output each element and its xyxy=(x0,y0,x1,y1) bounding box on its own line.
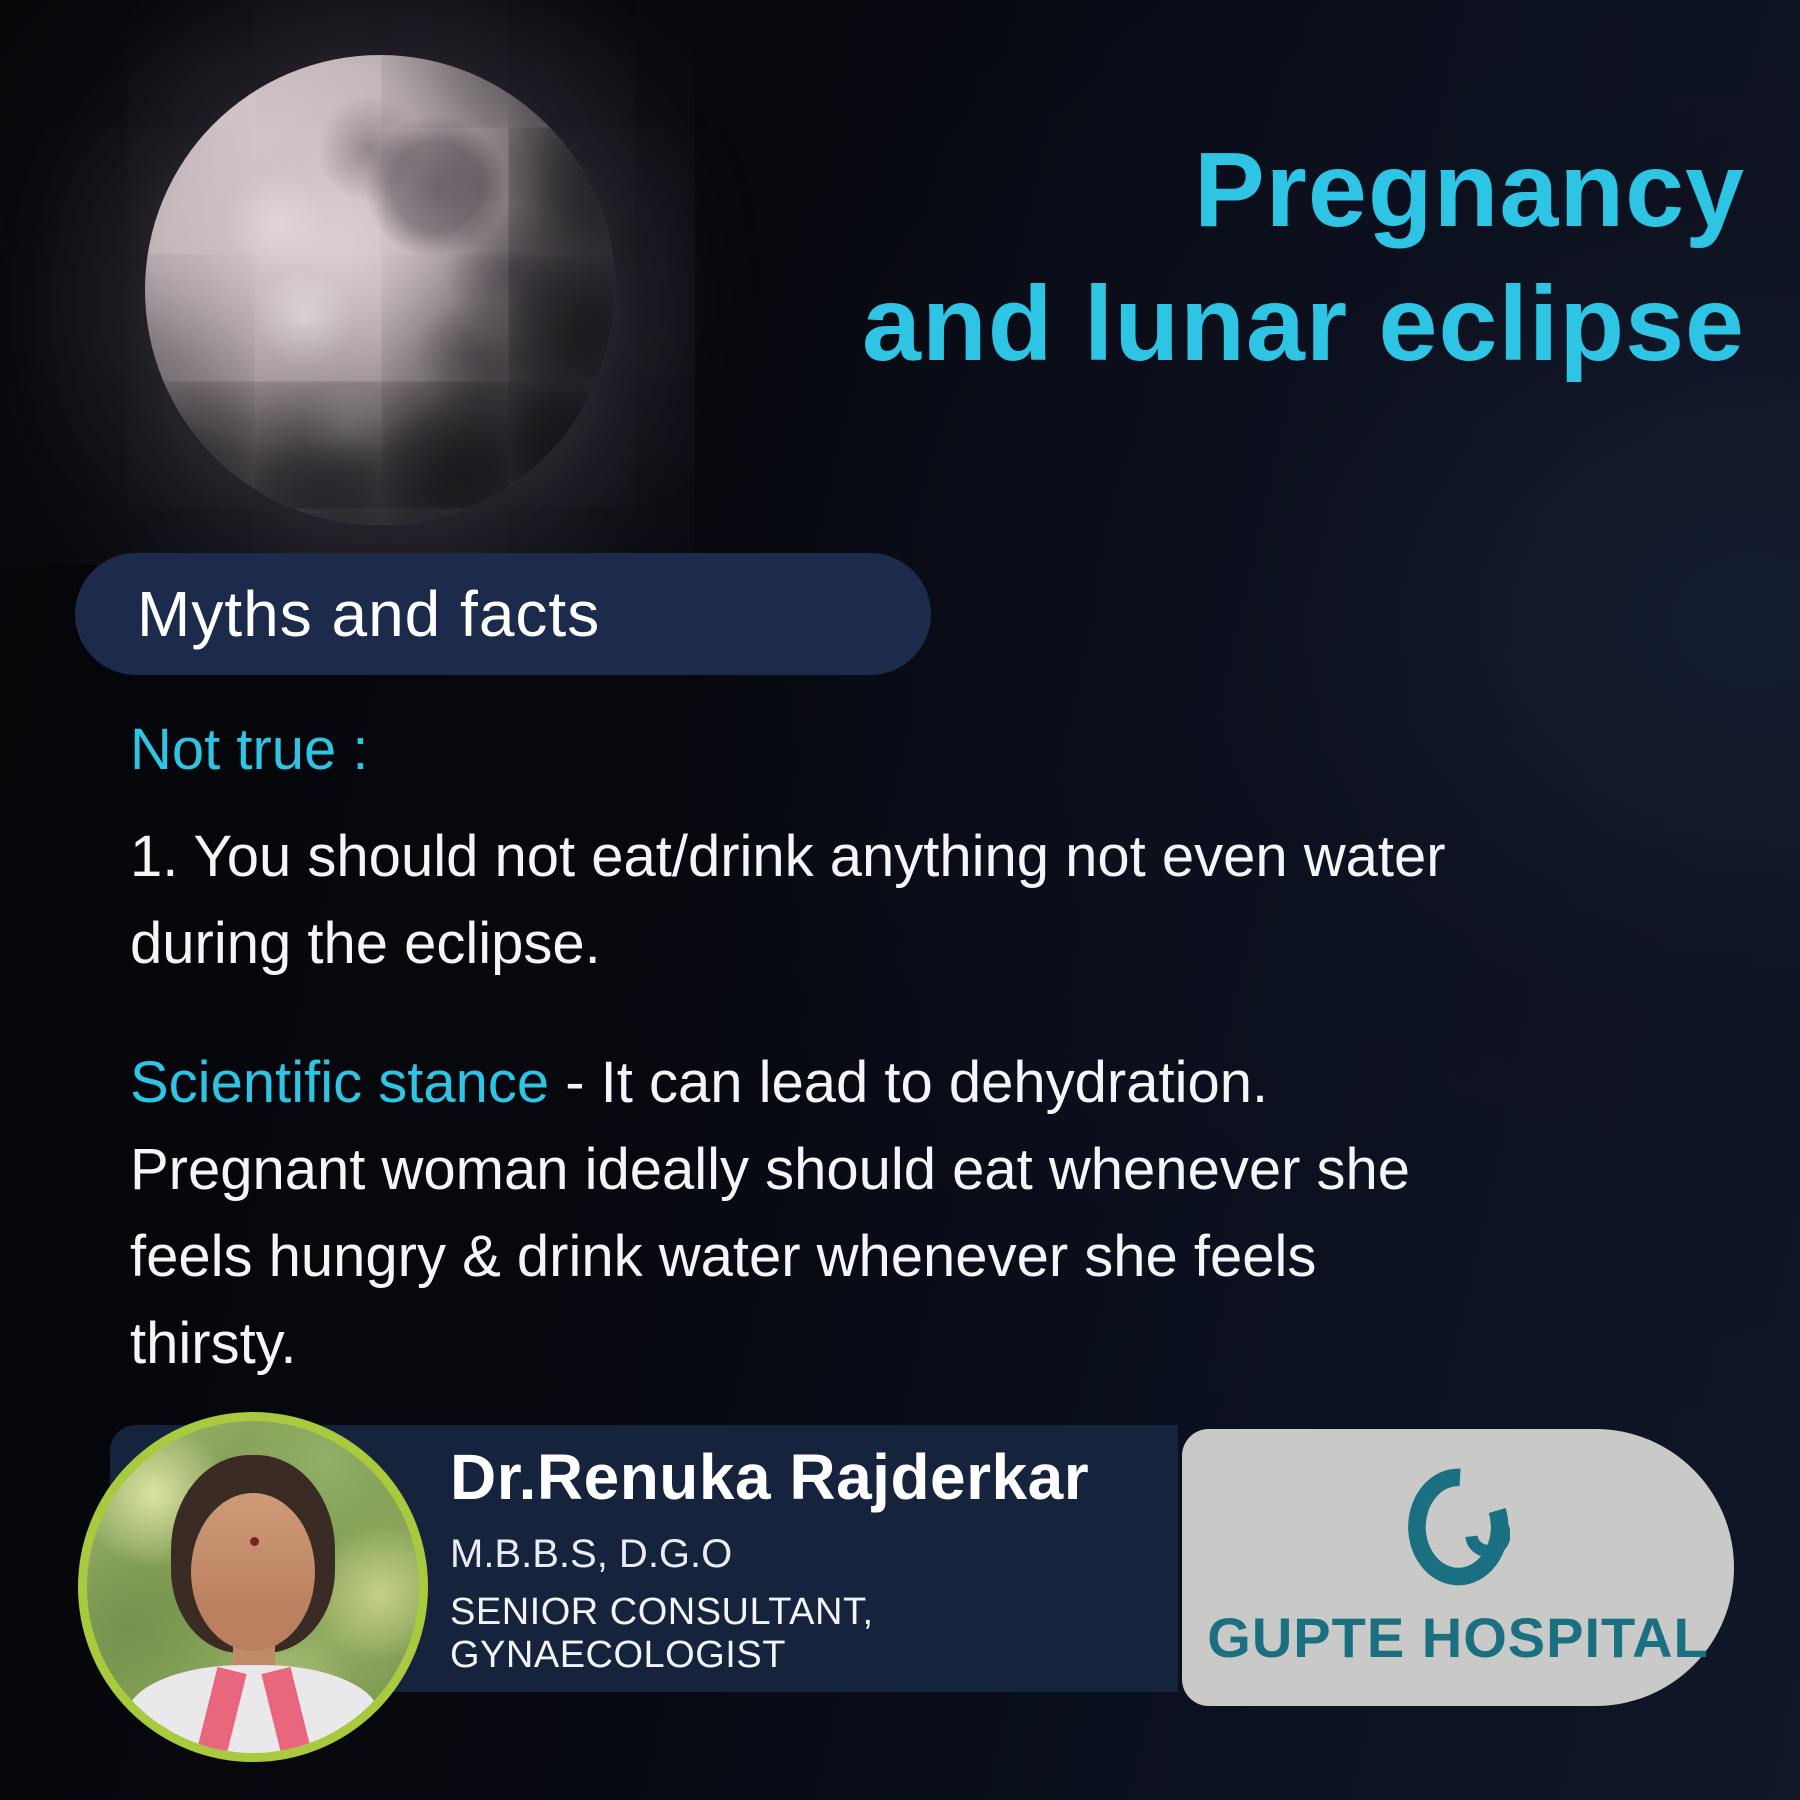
myths-facts-badge xyxy=(75,553,931,675)
hospital-spiral-logo-icon xyxy=(1406,1465,1510,1589)
portrait-bindi xyxy=(250,1537,259,1546)
hospital-logo-panel xyxy=(1182,1429,1734,1706)
myth-line-1: 1. You should not eat/drink anything not even water xyxy=(130,824,1446,889)
doctor-name: Dr.Renuka Rajderkar xyxy=(450,1441,1090,1513)
portrait-white-coat xyxy=(127,1665,379,1762)
science-line-4: thirsty. xyxy=(130,1311,297,1376)
science-line-3: feels hungry & drink water whenever she feels xyxy=(130,1224,1317,1289)
science-line-2: Pregnant woman ideally should eat whenever she xyxy=(130,1137,1411,1202)
page-title xyxy=(862,124,1745,391)
science-block xyxy=(130,1039,1740,1387)
doctor-portrait xyxy=(78,1412,428,1762)
myth-heading: Not true : xyxy=(130,717,369,782)
doctor-qualifications: M.B.B.S, D.G.O xyxy=(450,1532,733,1576)
myth-line-2: during the eclipse. xyxy=(130,911,601,976)
title-line-1: Pregnancy xyxy=(1193,131,1745,249)
hospital-name: GUPTE HOSPITAL xyxy=(1207,1606,1709,1669)
science-line-1-rest: - It can lead to dehydration. xyxy=(549,1050,1269,1115)
science-line-1 xyxy=(130,1039,1740,1126)
portrait-face xyxy=(191,1493,315,1651)
science-label: Scientific stance xyxy=(130,1050,550,1115)
moon-photo-icon xyxy=(145,55,615,525)
title-line-2: and lunar eclipse xyxy=(862,264,1745,383)
doctor-designation: SENIOR CONSULTANT, GYNAECOLOGIST xyxy=(450,1591,874,1676)
body-content xyxy=(130,716,1740,1387)
badge-label: Myths and facts xyxy=(137,578,601,650)
